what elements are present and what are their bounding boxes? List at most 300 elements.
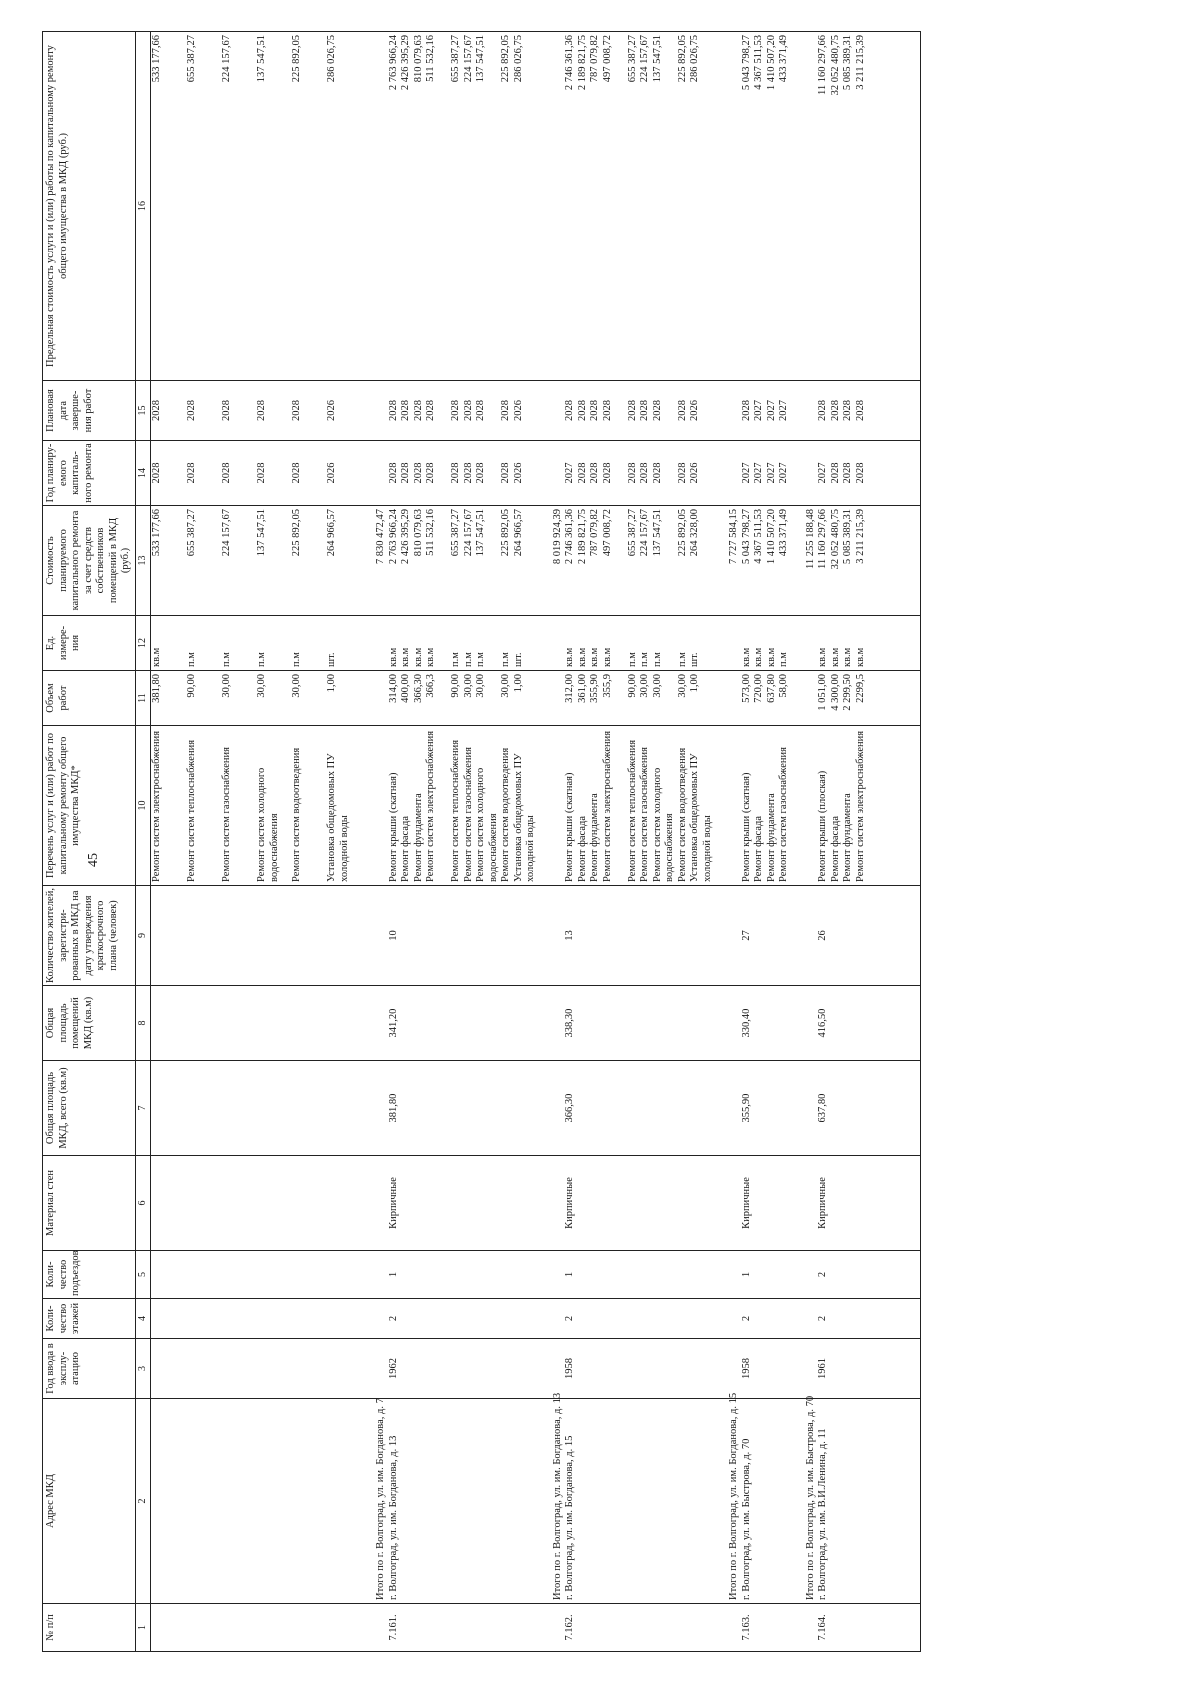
empty-cell	[753, 1607, 766, 1648]
work-year: 2028	[425, 462, 436, 484]
work-limit-cost: 11 160 297,66	[817, 35, 828, 95]
spacer	[361, 384, 375, 437]
work-unit: п.м	[626, 652, 638, 667]
work-name: Ремонт систем холодного водоснабжения	[651, 767, 675, 882]
work-unit: кв.м	[400, 647, 411, 667]
empty-cell	[577, 889, 590, 982]
work-name: Ремонт фасада	[829, 815, 841, 882]
empty-cell	[577, 1402, 590, 1600]
empty-cell	[326, 989, 361, 1057]
column-header: Количество жителей, зарегистри-рованных в МКД на дату утверждения краткосрочного плана (человек)	[43, 886, 136, 986]
empty-cell	[221, 889, 256, 982]
bottom-cell	[880, 381, 921, 441]
empty-cell	[552, 674, 565, 722]
empty-cell	[652, 1302, 677, 1335]
empty-cell	[425, 1254, 450, 1295]
work-name: Ремонт систем электроснабжения	[854, 730, 866, 882]
empty-cell	[842, 1064, 855, 1152]
empty-cell	[855, 1159, 880, 1247]
work-name: Ремонт крыши (плоская)	[817, 770, 828, 882]
spacer	[361, 35, 375, 377]
work-limit-cost: 5 043 798,27	[740, 35, 752, 91]
empty-cell	[475, 1302, 500, 1335]
empty-cell	[552, 1342, 565, 1395]
work-limit-cost: 655 387,27	[186, 35, 197, 83]
empty-cell	[728, 989, 741, 1057]
work-unit: п.м	[186, 652, 197, 667]
work-name: Ремонт систем водоотведения	[291, 747, 302, 882]
work-year: 2028	[400, 462, 411, 484]
work-unit: кв.м	[425, 647, 436, 667]
work-year: 2028	[387, 462, 399, 484]
work-cost: 32 052 480,75	[829, 509, 841, 570]
data-column-8	[151, 986, 880, 1061]
data-column-10	[151, 726, 880, 886]
work-year: 2028	[589, 462, 600, 484]
empty-cell	[186, 1254, 221, 1295]
column-number: 16	[135, 32, 151, 381]
work-volume: 30,00	[500, 674, 511, 698]
spacer	[791, 1302, 805, 1335]
column-header: Плановая дата заверше-ния работ	[43, 381, 136, 441]
empty-cell	[326, 1254, 361, 1295]
work-end-date: 2028	[626, 400, 638, 421]
work-limit-cost: 225 892,05	[291, 35, 302, 83]
empty-cell	[805, 1159, 818, 1247]
work-unit: кв.м	[817, 647, 828, 667]
house-residents: 26	[817, 930, 828, 941]
work-unit: кв.м	[576, 647, 588, 667]
work-end-date: 2028	[450, 400, 461, 421]
empty-cell	[291, 1402, 326, 1600]
empty-cell	[855, 1254, 880, 1295]
empty-cell	[375, 35, 388, 377]
work-unit: кв.м	[151, 647, 162, 667]
empty-cell	[589, 1402, 602, 1600]
empty-cell	[475, 989, 500, 1057]
empty-cell	[475, 1064, 500, 1152]
empty-cell	[766, 1342, 779, 1395]
column-number: 8	[135, 986, 151, 1061]
bottom-cell	[880, 441, 921, 506]
work-unit: кв.м	[854, 647, 866, 667]
work-end-date: 2028	[186, 400, 197, 421]
column-number: 9	[135, 886, 151, 986]
work-unit: п.м	[450, 652, 461, 667]
work-unit: шт.	[689, 652, 700, 667]
empty-cell	[677, 889, 690, 982]
work-limit-cost: 225 892,05	[676, 35, 688, 83]
empty-cell	[778, 1159, 791, 1247]
empty-cell	[602, 1342, 627, 1395]
house-residents: 10	[387, 930, 399, 941]
work-year: 2028	[291, 462, 302, 484]
empty-cell	[766, 1302, 779, 1335]
work-unit: кв.м	[601, 647, 613, 667]
empty-cell	[805, 1342, 818, 1395]
empty-cell	[652, 1402, 677, 1600]
spacer	[791, 674, 805, 722]
spacer	[361, 1254, 375, 1295]
empty-cell	[186, 889, 221, 982]
work-volume: 30,00	[256, 674, 267, 698]
empty-cell	[413, 1064, 426, 1152]
empty-cell	[728, 1607, 741, 1648]
work-cost: 264 966,57	[326, 509, 337, 557]
empty-cell	[677, 989, 690, 1057]
empty-cell	[375, 1342, 388, 1395]
empty-cell	[753, 1254, 766, 1295]
empty-cell	[291, 1064, 326, 1152]
work-limit-cost: 497 008,72	[601, 35, 613, 83]
total-label: Итого по г. Волгоград, ул. им. Богданова, д. 13	[551, 1392, 563, 1600]
bottom-cell	[880, 886, 921, 986]
column-number-row	[135, 32, 151, 1652]
bottom-cell	[880, 1251, 921, 1299]
empty-cell	[326, 1064, 361, 1152]
work-limit-cost: 511 532,16	[425, 35, 436, 82]
work-cost: 2 746 361,36	[564, 509, 575, 565]
work-year: 2026	[689, 462, 700, 484]
empty-cell	[577, 1254, 590, 1295]
work-unit: п.м	[475, 652, 486, 667]
work-end-date: 2026	[689, 400, 700, 421]
empty-cell	[463, 1064, 476, 1152]
column-number: 1	[135, 1604, 151, 1652]
work-unit: п.м	[256, 652, 267, 667]
house-entrances: 1	[740, 1271, 752, 1278]
spacer	[361, 1402, 375, 1600]
work-end-date: 2028	[601, 400, 613, 421]
work-name: Ремонт фундамента	[765, 793, 777, 882]
work-end-date: 2028	[651, 400, 663, 421]
work-name: Ремонт систем газоснабжения	[778, 747, 789, 882]
data-column-4	[151, 1299, 880, 1339]
spacer	[714, 619, 728, 667]
empty-cell	[463, 1254, 476, 1295]
spacer	[714, 1402, 728, 1600]
empty-cell	[855, 1402, 880, 1600]
empty-cell	[463, 1342, 476, 1395]
empty-cell	[830, 1159, 843, 1247]
empty-cell	[639, 889, 652, 982]
empty-cell	[400, 1254, 413, 1295]
empty-cell	[639, 1159, 652, 1247]
bottom-cell	[880, 506, 921, 616]
empty-cell	[552, 619, 565, 667]
empty-cell	[221, 1302, 256, 1335]
work-unit: кв.м	[412, 647, 424, 667]
column-header: Объем работ	[43, 671, 136, 726]
spacer	[361, 1342, 375, 1395]
empty-cell	[689, 1254, 714, 1295]
work-year: 2028	[450, 462, 461, 484]
work-volume: 366,30	[412, 674, 424, 703]
empty-cell	[805, 889, 818, 982]
total-cost: 11 255 188,48	[804, 509, 816, 569]
column-number: 7	[135, 1061, 151, 1156]
spacer	[791, 1064, 805, 1152]
empty-cell	[552, 444, 565, 502]
work-end-date: 2028	[639, 400, 650, 421]
empty-cell	[728, 889, 741, 982]
work-year: 2028	[829, 462, 841, 484]
empty-cell	[627, 1607, 640, 1648]
spacer	[538, 1254, 552, 1295]
empty-cell	[766, 1254, 779, 1295]
empty-cell	[602, 889, 627, 982]
empty-cell	[652, 889, 677, 982]
empty-cell	[425, 1159, 450, 1247]
work-end-date: 2027	[765, 400, 777, 421]
spacer	[791, 1254, 805, 1295]
column-number: 10	[135, 726, 151, 886]
column-header: Коли-чество подъездов	[43, 1251, 136, 1299]
empty-cell	[375, 1607, 388, 1648]
work-volume: 30,00	[221, 674, 232, 698]
work-unit: кв.м	[564, 647, 575, 667]
empty-cell	[805, 444, 818, 502]
empty-cell	[552, 35, 565, 377]
work-name: Ремонт систем теплоснабжения	[626, 739, 638, 882]
empty-cell	[326, 1159, 361, 1247]
empty-cell	[221, 1254, 256, 1295]
work-limit-cost: 2 746 361,36	[564, 35, 575, 91]
work-limit-cost: 286 026,75	[689, 35, 700, 83]
spacer	[361, 1302, 375, 1335]
house-walls: Кирпичные	[387, 1177, 399, 1229]
spacer	[361, 619, 375, 667]
data-row	[151, 32, 880, 1652]
empty-cell	[552, 384, 565, 437]
data-column-9	[151, 886, 880, 986]
work-cost: 787 079,82	[589, 509, 600, 557]
empty-cell	[463, 1159, 476, 1247]
data-column-13	[151, 506, 880, 616]
empty-cell	[627, 1302, 640, 1335]
work-year: 2026	[512, 462, 524, 484]
empty-cell	[500, 1254, 513, 1295]
work-unit: кв.м	[740, 647, 752, 667]
work-cost: 2 763 966,24	[387, 509, 399, 565]
work-cost: 655 387,27	[626, 509, 638, 557]
house-floors: 2	[564, 1315, 575, 1322]
empty-cell	[602, 1607, 627, 1648]
column-number: 2	[135, 1399, 151, 1604]
empty-cell	[291, 1302, 326, 1335]
empty-cell	[151, 989, 186, 1057]
empty-cell	[326, 889, 361, 982]
work-name: Установка общедомовых ПУ холодной воды	[689, 753, 713, 882]
work-cost: 5 085 389,31	[842, 509, 853, 565]
work-cost: 655 387,27	[450, 509, 461, 557]
empty-cell	[766, 1607, 779, 1648]
empty-cell	[375, 674, 388, 722]
work-limit-cost: 224 157,67	[639, 35, 650, 83]
work-volume: 30,00	[676, 674, 688, 698]
empty-cell	[728, 35, 741, 377]
work-name: Ремонт систем газоснабжения	[639, 747, 650, 882]
work-cost: 264 328,00	[689, 509, 700, 557]
spacer	[538, 1342, 552, 1395]
empty-cell	[552, 1254, 565, 1295]
work-limit-cost: 286 026,75	[512, 35, 524, 83]
work-end-date: 2028	[854, 400, 866, 421]
empty-cell	[500, 1159, 513, 1247]
empty-cell	[677, 1402, 690, 1600]
house-area-total: 381,80	[387, 1093, 399, 1123]
empty-cell	[413, 1607, 426, 1648]
empty-cell	[291, 1342, 326, 1395]
work-volume: 30,00	[475, 674, 486, 698]
work-name: Ремонт систем водоотведения	[500, 747, 511, 882]
empty-cell	[256, 1159, 291, 1247]
spacer	[538, 384, 552, 437]
bottom-cell	[880, 726, 921, 886]
work-end-date: 2028	[564, 400, 575, 421]
empty-cell	[413, 889, 426, 982]
spacer	[714, 889, 728, 982]
empty-cell	[151, 1607, 186, 1648]
work-year: 2028	[651, 462, 663, 484]
work-volume: 314,00	[387, 674, 399, 703]
data-column-16	[151, 32, 880, 381]
empty-cell	[577, 1342, 590, 1395]
empty-cell	[855, 989, 880, 1057]
work-unit: шт.	[512, 652, 524, 667]
work-cost: 225 892,05	[676, 509, 688, 557]
empty-cell	[805, 384, 818, 437]
work-cost: 11 160 297,66	[817, 509, 828, 569]
work-year: 2026	[326, 462, 337, 484]
work-year: 2027	[564, 462, 575, 484]
empty-cell	[766, 989, 779, 1057]
work-volume: 90,00	[450, 674, 461, 698]
empty-cell	[326, 1302, 361, 1335]
empty-cell	[728, 444, 741, 502]
work-end-date: 2026	[512, 400, 524, 421]
work-limit-cost: 787 079,82	[589, 35, 600, 83]
work-unit: п.м	[676, 652, 688, 667]
work-name: Установка общедомовых ПУ холодной воды	[326, 753, 350, 882]
empty-cell	[450, 1254, 463, 1295]
work-year: 2028	[576, 462, 588, 484]
empty-cell	[450, 1302, 463, 1335]
data-column-2	[151, 1392, 880, 1604]
empty-cell	[589, 989, 602, 1057]
empty-cell	[677, 1159, 690, 1247]
empty-cell	[778, 1302, 791, 1335]
column-number: 14	[135, 441, 151, 506]
work-year: 2028	[842, 462, 853, 484]
work-year: 2028	[475, 462, 486, 484]
total-label: Итого по г. Волгоград, ул. им. Богданова, д. 15	[728, 1392, 739, 1600]
empty-cell	[400, 1064, 413, 1152]
work-volume: 2 299,50	[842, 674, 853, 711]
empty-cell	[513, 1254, 538, 1295]
spacer	[791, 1607, 805, 1648]
spacer	[714, 1302, 728, 1335]
empty-cell	[186, 1064, 221, 1152]
work-year: 2028	[186, 462, 197, 484]
empty-cell	[221, 989, 256, 1057]
work-unit: кв.м	[765, 647, 777, 667]
empty-cell	[778, 1064, 791, 1152]
house-address: г. Волгоград, ул. им. Быстрова, д. 70	[740, 1438, 752, 1600]
empty-cell	[728, 619, 741, 667]
bottom-cell	[880, 1604, 921, 1652]
spacer	[714, 509, 728, 612]
empty-cell	[450, 889, 463, 982]
work-year: 2028	[601, 462, 613, 484]
spacer	[791, 384, 805, 437]
column-header: Перечень услуг и (или) работ по капитальному ремонту общего имущества МКД*	[43, 726, 136, 886]
work-cost: 225 892,05	[291, 509, 302, 557]
empty-cell	[842, 1159, 855, 1247]
empty-cell	[689, 1402, 714, 1600]
empty-cell	[400, 1402, 413, 1600]
work-name: Ремонт фасада	[576, 815, 588, 882]
empty-cell	[577, 1159, 590, 1247]
house-area-rooms: 416,50	[817, 1008, 828, 1038]
spacer	[714, 1342, 728, 1395]
empty-cell	[589, 1064, 602, 1152]
column-header: Общая площадь помещений МКД (кв.м)	[43, 986, 136, 1061]
empty-cell	[652, 1607, 677, 1648]
work-name: Ремонт фундамента	[589, 793, 600, 882]
house-area-rooms: 341,20	[387, 1008, 399, 1038]
data-column-12	[151, 616, 880, 671]
spacer	[714, 989, 728, 1057]
column-number: 12	[135, 616, 151, 671]
empty-cell	[375, 989, 388, 1057]
work-limit-cost: 32 052 480,75	[829, 35, 841, 96]
spacer	[714, 1607, 728, 1648]
work-end-date: 2028	[475, 400, 486, 421]
empty-cell	[677, 1064, 690, 1152]
work-name: Ремонт систем теплоснабжения	[186, 739, 197, 882]
work-end-date: 2028	[462, 400, 474, 421]
house-address: г. Волгоград, ул. им. Богданова, д. 13	[387, 1435, 399, 1600]
work-name: Ремонт систем холодного водоснабжения	[475, 767, 499, 882]
empty-cell	[151, 889, 186, 982]
empty-cell	[830, 1064, 843, 1152]
work-name: Ремонт фундамента	[412, 793, 424, 882]
work-unit: п.м	[651, 652, 663, 667]
house-residents: 13	[564, 930, 575, 941]
work-year: 2027	[817, 462, 828, 484]
work-cost: 225 892,05	[500, 509, 511, 557]
work-volume: 1 051,00	[817, 674, 828, 711]
work-unit: кв.м	[589, 647, 600, 667]
empty-cell	[413, 989, 426, 1057]
empty-cell	[677, 1254, 690, 1295]
empty-cell	[256, 989, 291, 1057]
empty-cell	[400, 889, 413, 982]
empty-cell	[425, 1302, 450, 1335]
house-area-rooms: 338,30	[564, 1008, 575, 1038]
empty-cell	[577, 989, 590, 1057]
work-cost: 137 547,51	[256, 509, 267, 557]
empty-cell	[291, 1254, 326, 1295]
data-column-5	[151, 1251, 880, 1299]
work-name: Ремонт крыши (скатная)	[564, 772, 575, 882]
work-name: Ремонт систем электроснабжения	[425, 730, 436, 882]
empty-cell	[689, 989, 714, 1057]
empty-cell	[589, 1302, 602, 1335]
work-limit-cost: 224 157,67	[221, 35, 232, 83]
empty-cell	[639, 1402, 652, 1600]
